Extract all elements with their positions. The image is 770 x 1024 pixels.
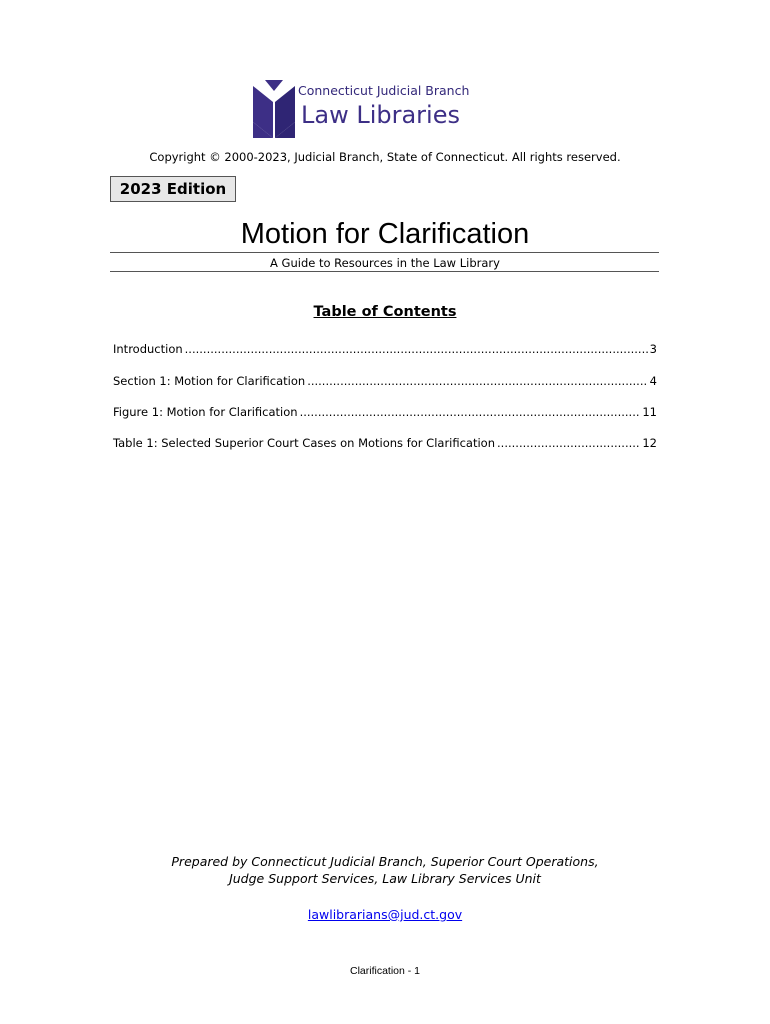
toc-dot-leader — [307, 374, 647, 388]
toc-dot-leader — [185, 342, 648, 356]
law-libraries-logo — [252, 78, 492, 140]
toc-dot-leader — [497, 436, 640, 450]
toc-entry-label: Section 1: Motion for Clarification — [113, 374, 306, 388]
toc-entry-label: Introduction — [113, 342, 183, 356]
toc-entry-page: 12 — [642, 436, 657, 450]
title-rule-bottom — [110, 271, 659, 272]
toc-entry-table-1[interactable] — [113, 436, 657, 452]
toc-entry-page: 11 — [642, 405, 657, 419]
title-rule-top — [110, 252, 659, 253]
toc-entry-introduction[interactable] — [113, 342, 657, 358]
prepared-by-line-1: Prepared by Connecticut Judicial Branch, Superior Court Operations, — [171, 854, 599, 869]
prepared-by-line-2: Judge Support Services, Law Library Services Unit — [229, 871, 541, 886]
logo-branch-name: Connecticut Judicial Branch — [298, 83, 470, 98]
page-footer: Clarification - 1 — [349, 965, 421, 977]
edition-badge: 2023 Edition — [110, 176, 236, 202]
document-title: Motion for Clarification — [240, 218, 530, 250]
toc-entry-label: Table 1: Selected Superior Court Cases on Motions for Clarification — [113, 436, 496, 450]
toc-entry-label: Figure 1: Motion for Clarification — [113, 405, 298, 419]
toc-entry-section-1[interactable] — [113, 374, 657, 390]
toc-dot-leader — [300, 405, 641, 419]
toc-entry-page: 4 — [649, 374, 657, 388]
toc-entry-page: 3 — [649, 342, 657, 356]
toc-heading: Table of Contents — [313, 304, 457, 320]
prepared-by-statement — [0, 853, 770, 887]
copyright-notice: Copyright © 2000-2023, Judicial Branch, State of Connecticut. All rights reserved. — [149, 150, 621, 164]
contact-email-link[interactable]: lawlibrarians@jud.ct.gov — [307, 907, 463, 922]
toc-entry-figure-1[interactable] — [113, 405, 657, 421]
document-subtitle: A Guide to Resources in the Law Library — [270, 256, 500, 270]
logo-library-name: Law Libraries — [301, 101, 460, 129]
book-shield-icon — [252, 78, 296, 140]
